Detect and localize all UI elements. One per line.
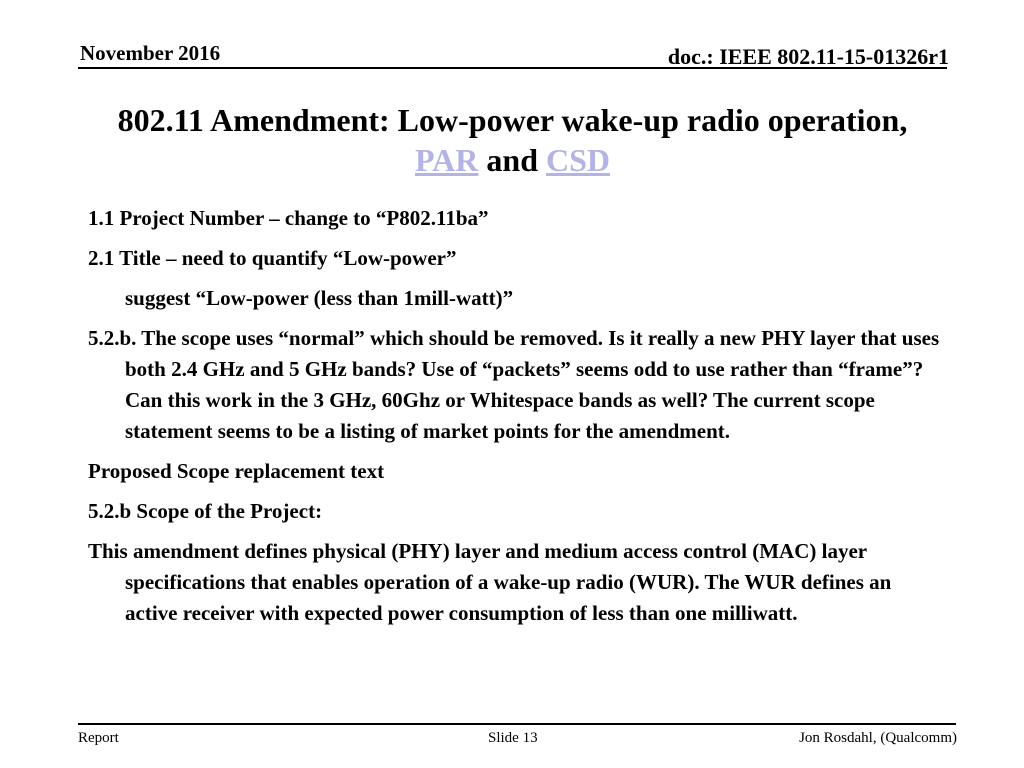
- footer-slide-number: Slide 13: [488, 730, 538, 746]
- body-paragraph: 5.2.b Scope of the Project:: [88, 499, 323, 523]
- footer-report: Report: [78, 730, 119, 746]
- title-line-1: 802.11 Amendment: Low-power wake-up radio operation,: [117, 102, 908, 138]
- header-doc-id: doc.: IEEE 802.11-15-01326r1: [667, 44, 949, 69]
- csd-link[interactable]: CSD: [545, 142, 610, 178]
- slide-body: [88, 203, 948, 638]
- footer-author: Jon Rosdahl, (Qualcomm): [799, 730, 957, 746]
- body-paragraph: This amendment defines physical (PHY) layer and medium access control (MAC) layer specifications that enables operation of a wake-up radio (WUR). The WUR defines an active receiver with expected power consumption of less than one milliwatt.: [88, 539, 892, 625]
- body-paragraph: 5.2.b. The scope uses “normal” which should be removed. Is it really a new PHY layer that uses both 2.4 GHz and 5 GHz bands? Use of “packets” seems odd to use rather than “frame”? Can this work in the 3 GHz, 60Ghz or Whitespace bands as well? The current scope statement seems to be a listing of market points for the amendment.: [88, 326, 940, 443]
- title-connector: and: [478, 142, 546, 178]
- body-paragraph-indented: suggest “Low-power (less than 1mill-watt)”: [125, 286, 514, 310]
- par-link[interactable]: PAR: [415, 142, 479, 178]
- header-date: November 2016: [80, 41, 221, 65]
- body-paragraph: 1.1 Project Number – change to “P802.11ba”: [88, 206, 489, 230]
- body-paragraph: 2.1 Title – need to quantify “Low-power”: [88, 246, 457, 270]
- footer-rule: [78, 723, 956, 725]
- body-paragraph: Proposed Scope replacement text: [88, 459, 385, 483]
- slide-title: [60, 100, 965, 180]
- header-rule: [78, 67, 947, 69]
